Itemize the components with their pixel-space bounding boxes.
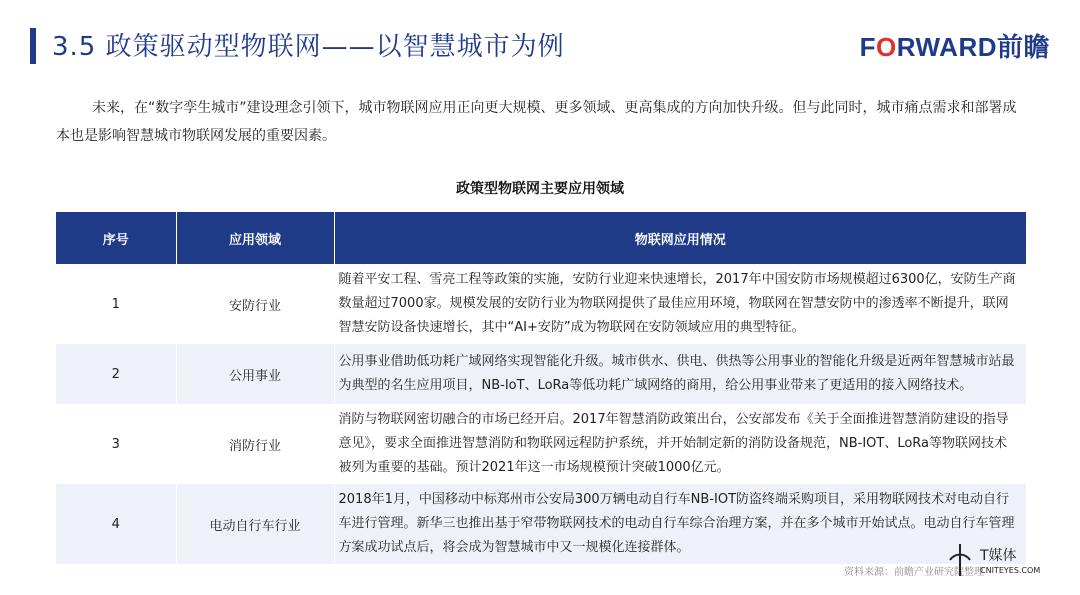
row-no: 2	[56, 344, 176, 404]
title-accent-bar	[30, 28, 36, 64]
t-media-logo	[946, 540, 1056, 580]
logo-o: O	[876, 32, 897, 62]
application-table	[56, 212, 1026, 564]
brand-logo	[860, 30, 1050, 64]
table-row	[56, 404, 1026, 484]
row-area: 公用事业	[176, 344, 334, 404]
row-desc: 公用事业借助低功耗广域网络实现智能化升级。城市供水、供电、供热等公用事业的智能化升级是近两年智慧城市站最为典型的名生应用项目，NB-IoT、LoRa等低功耗广域网络的商用，给公用事业带来了更适用的接入网络技术。	[334, 344, 1026, 404]
row-desc: 消防与物联网密切融合的市场已经开启。2017年智慧消防政策出台，公安部发布《关于全面推进智慧消防建设的指导意见》，要求全面推进智慧消防和物联网远程防护系统，并开始制定新的消防设备规范，NB-IOT、LoRa等物联网技术被列为重要的基础。预计2021年这一市场规模预计突破1000亿元。	[334, 404, 1026, 484]
row-area: 安防行业	[176, 264, 334, 344]
header-area: 应用领域	[176, 212, 334, 264]
table-title: 政策型物联网主要应用领域	[456, 181, 624, 197]
header-desc: 物联网应用情况	[334, 212, 1026, 264]
page-title: 3.5 政策驱动型物联网——以智慧城市为例	[52, 32, 565, 62]
row-area: 电动自行车行业	[176, 484, 334, 564]
row-no: 4	[56, 484, 176, 564]
table-row	[56, 344, 1026, 404]
header-no: 序号	[56, 212, 176, 264]
intro-paragraph: 未来，在“数字孪生城市”建设理念引领下，城市物联网应用正向更大规模、更多领域、更高集成的方向加快升级。但与此同时，城市痛点需求和部署成本也是影响智慧城市物联网发展的重要因素。	[56, 100, 1017, 144]
table-header-row	[56, 212, 1026, 264]
table-row	[56, 264, 1026, 344]
watermark-name: T媒体	[980, 548, 1017, 564]
row-desc: 随着平安工程、雪亮工程等政策的实施，安防行业迎来快速增长，2017年中国安防市场规模超过6300亿，安防生产商数量超过7000家。规模发展的安防行业为物联网提供了最佳应用环境，物联网在智慧安防中的渗透率不断提升，联网智慧安防设备快速增长，其中“AI+安防”成为物联网在安防领域应用的典型特征。	[334, 264, 1026, 344]
table-row	[56, 484, 1026, 564]
logo-suffix: RWARD前瞻	[896, 32, 1050, 62]
row-area: 消防行业	[176, 404, 334, 484]
row-no: 1	[56, 264, 176, 344]
source-note: 资料来源：前瞻产业研究院整理	[844, 567, 984, 578]
logo-prefix: F	[859, 32, 877, 62]
row-no: 3	[56, 404, 176, 484]
row-desc: 2018年1月，中国移动中标郑州市公安局300万辆电动自行车NB-IOT防盗终端采购项目，采用物联网技术对电动自行车进行管理。新华三也推出基于窄带物联网技术的电动自行车综合治理方案，并在多个城市开始试点。电动自行车管理方案成功试点后，将会成为智慧城市中又一规模化连接群体。	[334, 484, 1026, 564]
watermark-site: CNITEYES.COM	[980, 566, 1041, 575]
